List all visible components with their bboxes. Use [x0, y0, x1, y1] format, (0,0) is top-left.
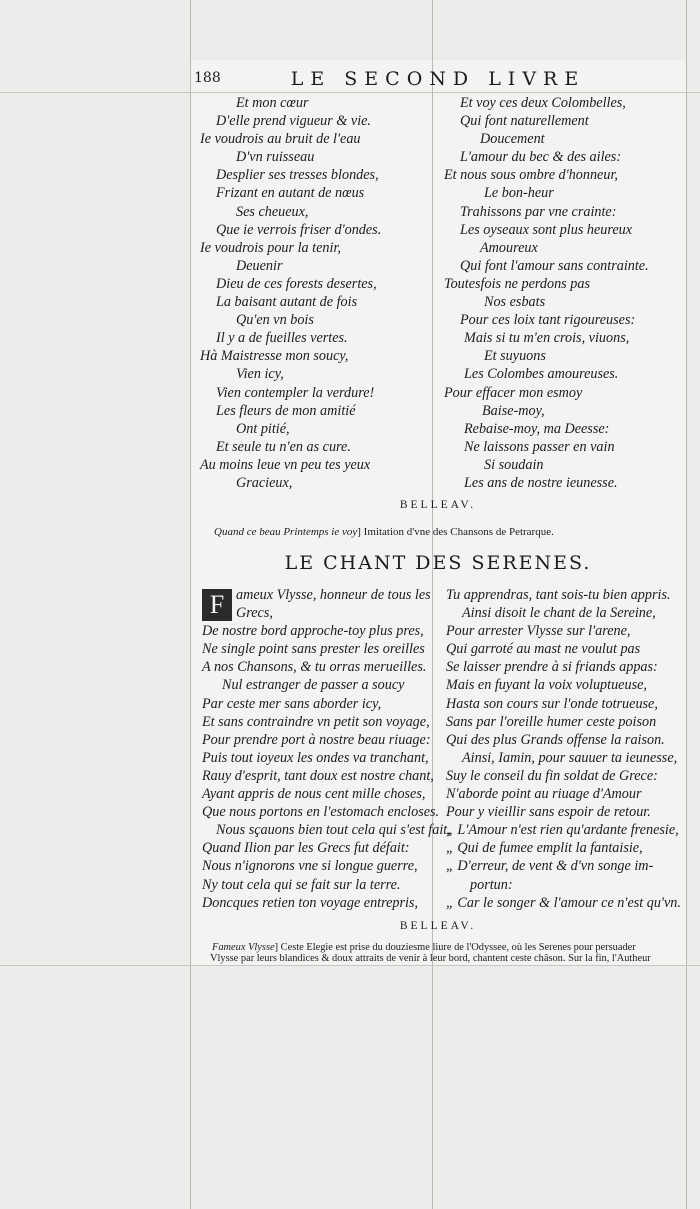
verse-line: Hasta son cours sur l'onde totrueuse, [446, 695, 658, 712]
verse-line: Les Colombes amoureuses. [464, 366, 619, 383]
verse-line: Grecs, [236, 605, 273, 622]
verse-line: Ont pitié, [236, 420, 290, 437]
note-text: ] Ceste Elegie est prise du douziesme liure de l'Odyssee, où les Serenes pour persuader [274, 942, 636, 953]
verse-line: Mais si tu m'en crois, viuons, [464, 330, 630, 347]
verse-line: Et nous sous ombre d'honneur, [444, 167, 618, 184]
verse-line: Si soudain [484, 456, 544, 473]
verse-line: Par ceste mer sans aborder icy, [202, 695, 382, 712]
verse-line: Gracieux, [236, 474, 293, 491]
page-number: 188 [194, 70, 221, 86]
rule-bottom [0, 965, 700, 966]
verse-line: Deuenir [236, 257, 283, 274]
verse-line: Pour arrester Vlysse sur l'arene, [446, 623, 631, 640]
verse-line: La baisant autant de fois [216, 294, 358, 311]
verse-line: Tu apprendras, tant sois-tu bien appris. [446, 587, 671, 603]
verse-line: Doncques retien ton voyage entrepris, [202, 894, 419, 911]
verse-line: Ny tout cela qui se fait sur la terre. [202, 876, 401, 893]
verse-line: D'elle prend vigueur & vie. [216, 113, 371, 130]
running-head [190, 68, 686, 92]
verse-line: Amoureux [480, 239, 538, 256]
commentary-note [214, 526, 554, 538]
verse-line: Ses cheueux, [236, 203, 309, 220]
verse-line: Nous n'ignorons vne si longue guerre, [202, 858, 418, 875]
verse-line: portun: [470, 876, 513, 893]
verse-line: Desplier ses tresses blondes, [216, 167, 379, 184]
verse-line: Hà Maistresse mon soucy, [200, 348, 349, 365]
rule-left [190, 0, 191, 1209]
verse-line: Sans par l'oreille humer ceste poison [446, 713, 657, 730]
verse-line: Ie voudrois au bruit de l'eau [200, 131, 361, 148]
poem2-left-column [202, 586, 451, 912]
attribution: BELLEAV. [399, 920, 477, 932]
verse-line: Pour prendre port à nostre beau riuage: [202, 731, 431, 748]
verse-line: Puis tout ioyeux les ondes va tranchant, [202, 749, 429, 766]
verse-line: Et sans contraindre vn petit son voyage, [202, 713, 430, 730]
verse-line: Ainsi disoit le chant de la Sereine, [462, 605, 656, 622]
verse-line: Pour ces loix tant rigoureuses: [460, 312, 636, 329]
verse-line: Rebaise-moy, ma Deesse: [464, 420, 610, 437]
verse-line: „ Qui de fumee emplit la fantaisie, [446, 840, 643, 857]
verse-line: Rauy d'esprit, tant doux est nostre chant, [202, 767, 434, 784]
rule-right [686, 0, 687, 1209]
rule-top [0, 92, 700, 93]
verse-line: Trahissons par vne crainte: [460, 203, 617, 220]
note-text-line2: Vlysse par leurs blandices & doux attraits de venir à leur bord, chantent ceste châson. Sur la fin, l'Autheur [210, 953, 651, 964]
verse-line: Nos esbats [484, 294, 546, 311]
verse-line: Frizant en autant de nœus [216, 185, 365, 202]
verse-line: Nul estranger de passer a soucy [222, 677, 405, 694]
verse-line: Ne laissons passer en vain [464, 438, 615, 455]
attribution: BELLEAV. [399, 499, 477, 511]
book-title: LE SECOND LIVRE [290, 68, 586, 90]
verse-line: Et seule tu n'en as cure. [216, 438, 351, 455]
verse-line: Vien contempler la verdure! [216, 384, 375, 401]
verse-line: „ D'erreur, de vent & d'vn songe im- [446, 858, 654, 875]
verse-line: De nostre bord approche-toy plus pres, [202, 623, 424, 640]
verse-line: Le bon-heur [484, 185, 554, 202]
verse-line: N'aborde point au riuage d'Amour [446, 786, 642, 803]
verse-line: Les ans de nostre ieunesse. [464, 474, 618, 491]
verse-line: Et mon cœur [236, 95, 309, 111]
verse-line: Au moins leue vn peu tes yeux [200, 456, 371, 473]
verse-line: Les fleurs de mon amitié [216, 402, 356, 419]
verse-line: Ainsi, Iamin, pour sauuer ta ieunesse, [462, 749, 678, 766]
poem1-left-column [200, 94, 381, 492]
verse-line: Et voy ces deux Colombelles, [460, 95, 626, 111]
poem1-right-column [444, 94, 649, 492]
verse-line: Pour y vieillir sans espoir de retour. [446, 804, 651, 821]
verse-line: Dieu de ces forests desertes, [216, 275, 377, 292]
verse-line: Les oyseaux sont plus heureux [460, 221, 633, 238]
verse-line: Qui des plus Grands offense la raison. [446, 731, 665, 748]
verse-line: Que nous portons en l'estomach encloses. [202, 804, 440, 821]
verse-line: D'vn ruisseau [236, 149, 315, 166]
verse-line: Toutesfois ne perdons pas [444, 275, 590, 292]
verse-line: L'amour du bec & des ailes: [460, 149, 622, 166]
dropcap: F [202, 589, 232, 621]
verse-line: Se laisser prendre à si friands appas: [446, 659, 658, 676]
verse-line: Ayant appris de nous cent mille choses, [202, 786, 426, 803]
verse-line: Que ie verrois friser d'ondes. [216, 221, 382, 238]
verse-line: Il y a de fueilles vertes. [216, 330, 348, 347]
verse-line: Suy le conseil du fin soldat de Grece: [446, 767, 658, 784]
verse-line: Mais en fuyant la voix voluptueuse, [446, 677, 647, 694]
verse-line: A nos Chansons, & tu orras merueilles. [202, 659, 427, 676]
verse-line: Qu'en vn bois [236, 312, 314, 329]
verse-line: Baise-moy, [482, 402, 545, 419]
verse-line: Qui garroté au mast ne voulut pas [446, 641, 641, 658]
verse-line: Quand Ilion par les Grecs fut défait: [202, 840, 410, 857]
note-text: ] Imitation d'vne des Chansons de Petrarque. [357, 526, 554, 538]
chant-title: LE CHANT DES SERENES. [284, 552, 592, 574]
commentary-note [212, 942, 651, 964]
note-lemma: Fameux Vlysse [212, 942, 275, 953]
verse-line: Qui font naturellement [460, 113, 589, 130]
verse-line: „ Car le songer & l'amour ce n'est qu'vn. [446, 894, 681, 911]
verse-line: Pour effacer mon esmoy [444, 384, 583, 401]
verse-line: „ L'Amour n'est rien qu'ardante frenesie, [446, 822, 679, 839]
verse-line: Ie voudrois pour la tenir, [200, 239, 341, 256]
poem2-right-column [446, 586, 681, 912]
verse-line: Vien icy, [236, 366, 284, 383]
verse-line: Doucement [480, 131, 545, 148]
verse-line: Qui font l'amour sans contrainte. [460, 257, 649, 274]
verse-line: Et suyuons [484, 348, 546, 365]
note-lemma: Quand ce beau Printemps ie voy [214, 526, 358, 538]
verse-line: Ne single point sans prester les oreilles [202, 641, 425, 658]
verse-line: ameux Vlysse, honneur de tous les [236, 587, 431, 603]
verse-line: Nous sçauons bien tout cela qui s'est fait, [216, 822, 451, 839]
